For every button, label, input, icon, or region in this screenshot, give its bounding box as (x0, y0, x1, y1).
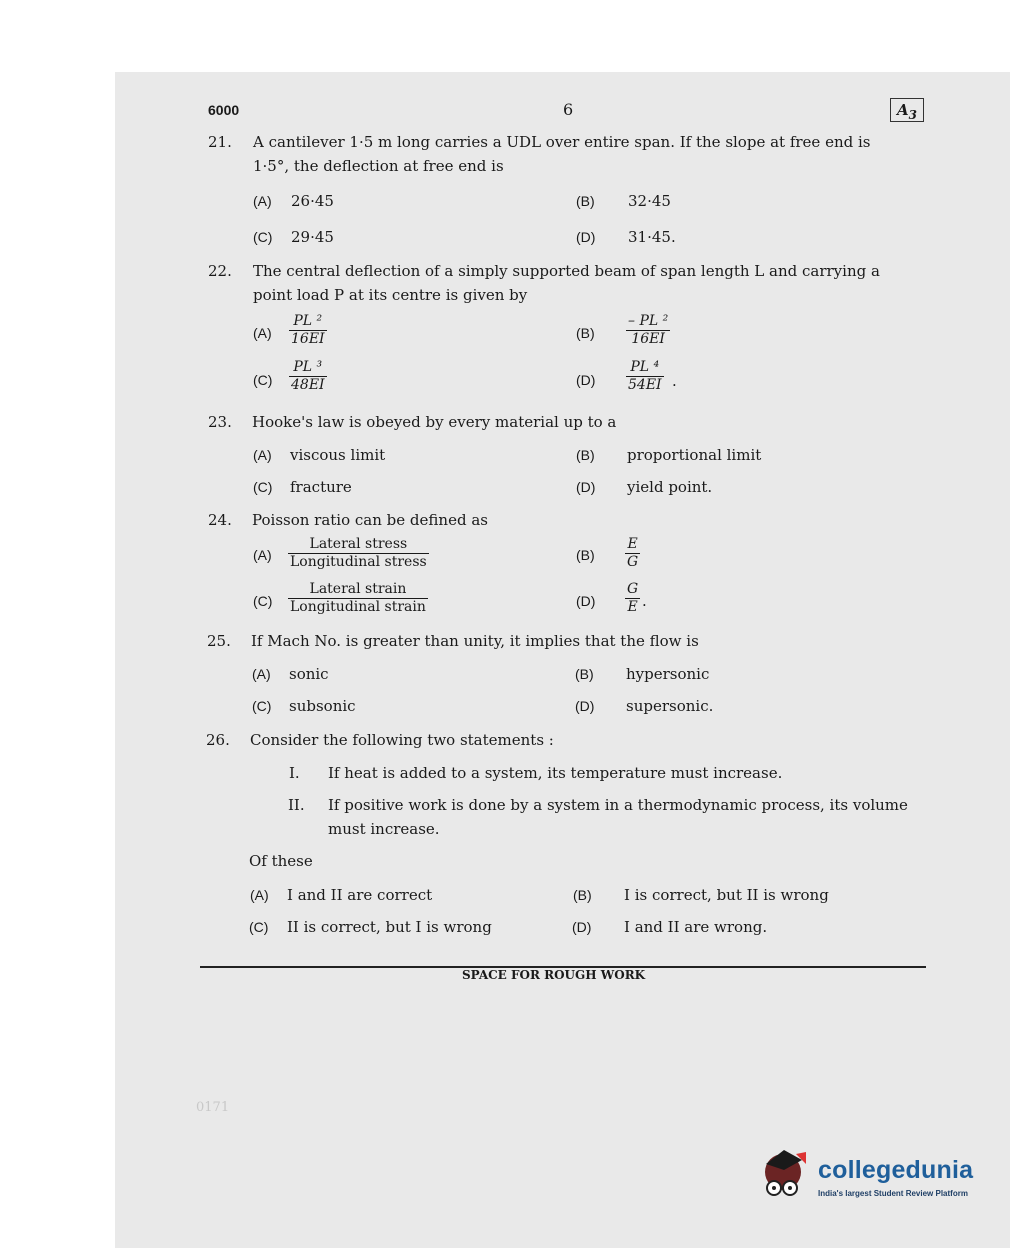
fraction-denominator: 16EI (631, 331, 665, 347)
fraction (289, 359, 327, 394)
question-stem: Consider the following two statements : (250, 731, 554, 749)
option-text: 29·45 (291, 228, 334, 246)
option-label: (D) (576, 479, 596, 495)
fraction-tail: · (672, 376, 677, 394)
option-text: proportional limit (627, 446, 762, 464)
option-label: (B) (576, 325, 595, 341)
question-stem: The central deflection of a simply supported beam of span length L and carrying a (253, 262, 880, 280)
option-text: 32·45 (628, 192, 671, 210)
option-label: (B) (576, 193, 595, 209)
fraction-numerator: Lateral strain (288, 581, 428, 599)
option-label: (B) (573, 887, 592, 903)
option-text: sonic (289, 665, 329, 683)
fraction-denominator: 16EI (291, 331, 325, 347)
option-text: I and II are wrong. (624, 918, 768, 936)
option-text: II is correct, but I is wrong (287, 918, 492, 936)
statement-number: I. (289, 764, 300, 782)
fraction-numerator: G (627, 581, 639, 597)
question-stem: 1·5°, the deflection at free end is (253, 157, 504, 175)
question-number: 22. (208, 262, 232, 280)
fraction-denominator: 54EI (628, 377, 662, 393)
option-text: yield point. (627, 478, 713, 496)
option-label: (D) (576, 372, 596, 388)
scanned-page (115, 72, 1010, 1248)
question-stem: point load P at its centre is given by (253, 286, 528, 304)
series-letter: A (897, 101, 909, 119)
question-stem: Hooke's law is obeyed by every material up to a (252, 413, 617, 431)
mascot-icon (765, 1150, 806, 1195)
option-text: subsonic (289, 697, 356, 715)
option-label: (D) (576, 593, 596, 609)
option-text: 26·45 (291, 192, 334, 210)
series-digit: 3 (908, 108, 917, 122)
option-label: (B) (576, 447, 595, 463)
option-text: hypersonic (626, 665, 710, 683)
option-text: I and II are correct (287, 886, 433, 904)
fraction-denominator: Longitudinal strain (290, 599, 426, 615)
fraction-numerator: PL ² (289, 313, 327, 331)
rough-work-heading: SPACE FOR ROUGH WORK (462, 968, 646, 982)
fraction-denominator: 48EI (291, 377, 325, 393)
option-label: (C) (253, 229, 273, 245)
fraction-numerator: PL ³ (289, 359, 327, 377)
question-stem: If Mach No. is greater than unity, it implies that the flow is (251, 632, 699, 650)
faint-bleed-text: 0171 (196, 1100, 230, 1115)
fraction-numerator: Lateral stress (288, 536, 429, 554)
option-label: (C) (252, 698, 272, 714)
fraction (626, 359, 664, 394)
logo-wordmark: collegedunia (818, 1156, 974, 1184)
option-label: (A) (253, 547, 272, 563)
question-number: 24. (208, 511, 232, 529)
logo-tagline: India's largest Student Review Platform (818, 1189, 968, 1198)
fraction (625, 536, 640, 571)
option-label: (B) (575, 666, 594, 682)
option-text: I is correct, but II is wrong (624, 886, 829, 904)
fraction-numerator: – PL ² (628, 313, 669, 329)
fraction-tail: · (642, 596, 647, 614)
question-stem: Poisson ratio can be defined as (252, 511, 488, 529)
fraction (625, 581, 640, 616)
statement-number: II. (288, 796, 305, 814)
fraction-numerator: E (625, 536, 640, 554)
option-label: (C) (249, 919, 269, 935)
option-label: (D) (575, 698, 595, 714)
fraction (288, 581, 428, 616)
statement-text: must increase. (328, 820, 440, 838)
option-label: (A) (250, 887, 269, 903)
option-label: (A) (253, 325, 272, 341)
option-label: (C) (253, 593, 273, 609)
fraction-denominator: E (627, 599, 638, 615)
option-label: (D) (572, 919, 592, 935)
option-label: (B) (576, 547, 595, 563)
statement-text: If positive work is done by a system in a thermodynamic process, its volume (328, 796, 908, 814)
page-number: 6 (563, 100, 574, 119)
question-number: 25. (207, 632, 231, 650)
option-label: (A) (252, 666, 271, 682)
option-label: (C) (253, 479, 273, 495)
option-text: fracture (290, 478, 352, 496)
option-label: (C) (253, 372, 273, 388)
option-label: (A) (253, 193, 272, 209)
option-text: 31·45. (628, 228, 676, 246)
fraction-numerator: PL ⁴ (626, 359, 664, 377)
statement-text: If heat is added to a system, its temperature must increase. (328, 764, 783, 782)
question-stem: A cantilever 1·5 m long carries a UDL over entire span. If the slope at free end is (253, 133, 871, 151)
option-label: (D) (576, 229, 596, 245)
fraction-denominator: G (627, 554, 639, 570)
question-number: 26. (206, 731, 230, 749)
fraction (288, 536, 429, 571)
fraction-denominator: Longitudinal stress (290, 554, 427, 570)
paper-code: 6000 (208, 102, 240, 118)
question-number: 21. (208, 133, 232, 151)
option-text: supersonic. (626, 697, 714, 715)
option-text: viscous limit (290, 446, 386, 464)
fraction (289, 313, 327, 348)
fraction (626, 313, 670, 348)
question-number: 23. (208, 413, 232, 431)
series-box (890, 98, 924, 122)
of-these: Of these (249, 852, 313, 870)
option-label: (A) (253, 447, 272, 463)
